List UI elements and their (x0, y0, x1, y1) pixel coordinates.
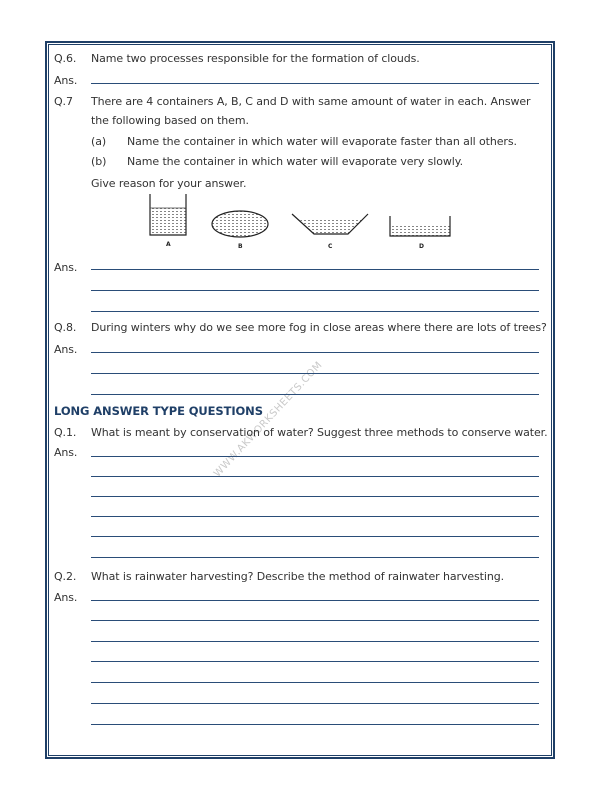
q7-text-line2: the following based on them. (91, 114, 249, 127)
lq2-text: What is rainwater harvesting? Describe the method of rainwater harvesting. (91, 570, 504, 583)
q7-number: Q.7 (54, 95, 73, 108)
container-a (150, 194, 186, 235)
answer-line[interactable] (91, 661, 539, 662)
section-heading: LONG ANSWER TYPE QUESTIONS (54, 404, 263, 418)
q8-ans-label: Ans. (54, 343, 78, 356)
lq1-text: What is meant by conservation of water? Suggest three methods to conserve water. (91, 426, 548, 439)
label-b: B (238, 243, 243, 250)
q7-text-line1: There are 4 containers A, B, C and D with same amount of water in each. Answer (91, 95, 531, 108)
answer-line[interactable] (91, 620, 539, 621)
container-b (212, 211, 268, 237)
answer-line[interactable] (91, 394, 539, 395)
answer-line[interactable] (91, 724, 539, 725)
answer-line[interactable] (91, 557, 539, 558)
answer-line[interactable] (91, 269, 539, 270)
answer-line[interactable] (91, 641, 539, 642)
answer-line[interactable] (91, 703, 539, 704)
q8-text: During winters why do we see more fog in close areas where there are lots of trees? (91, 321, 547, 334)
answer-line[interactable] (91, 83, 539, 84)
lq2-ans-label: Ans. (54, 591, 78, 604)
answer-line[interactable] (91, 373, 539, 374)
q6-number: Q.6. (54, 52, 77, 65)
label-a: A (166, 241, 171, 248)
container-d (390, 216, 450, 236)
label-c: C (328, 243, 333, 250)
page-border-inner (48, 44, 552, 756)
label-d: D (419, 243, 424, 250)
lq2-number: Q.2. (54, 570, 77, 583)
q8-number: Q.8. (54, 321, 77, 334)
lq1-number: Q.1. (54, 426, 77, 439)
watermark: WWW.AKWORKSHEETS.COM (212, 359, 325, 480)
answer-line[interactable] (91, 476, 539, 477)
q7a-number: (a) (91, 135, 107, 148)
answer-line[interactable] (91, 311, 539, 312)
q6-text: Name two processes responsible for the formation of clouds. (91, 52, 420, 65)
lq1-ans-label: Ans. (54, 446, 78, 459)
container-c (292, 214, 368, 234)
answer-line[interactable] (91, 290, 539, 291)
q6-ans-label: Ans. (54, 74, 78, 87)
q7a-text: Name the container in which water will evaporate faster than all others. (127, 135, 517, 148)
q7-ans-label: Ans. (54, 261, 78, 274)
answer-line[interactable] (91, 496, 539, 497)
q7-reason: Give reason for your answer. (91, 177, 247, 190)
q7b-text: Name the container in which water will evaporate very slowly. (127, 155, 463, 168)
answer-line[interactable] (91, 536, 539, 537)
answer-line[interactable] (91, 600, 539, 601)
answer-line[interactable] (91, 516, 539, 517)
answer-line[interactable] (91, 682, 539, 683)
containers-figure (140, 192, 460, 252)
answer-line[interactable] (91, 456, 539, 457)
q7b-number: (b) (91, 155, 107, 168)
answer-line[interactable] (91, 352, 539, 353)
